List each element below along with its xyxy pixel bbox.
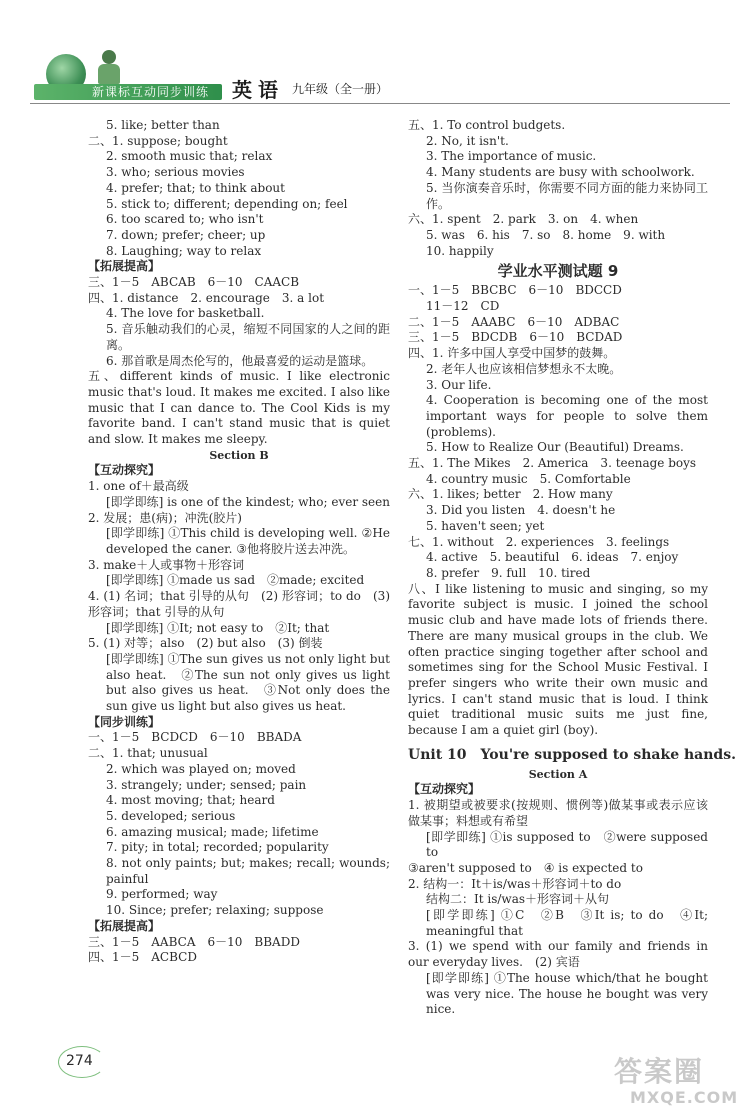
reading-figure-icon (102, 50, 116, 64)
answer-line: 8. Laughing; way to relax (106, 243, 262, 258)
answer-line: 3. Did you listen 4. doesn't he (426, 503, 616, 518)
answer-line: [即学即练] ①This child is developing well. ②He developed the caner. ③他将胶片送去冲洗。 (106, 526, 390, 556)
answer-line: 8. not only paints; but; makes; recall; wounds; painful (106, 856, 390, 886)
answer-line: 6. amazing musical; made; lifetime (106, 824, 319, 839)
answer-line: 【拓展提高】 (88, 259, 161, 274)
answer-line: 5. (1) 对等；also (2) but also (3) 倒装 (88, 636, 323, 651)
answer-line: 八、I like listening to music and singing, so my favorite subject is music. I joined the school music club and have made lots of friends there. There are many musical groups in the club. We often practice singing together after school and sometimes sing for the School Music Festival. I prefer singers who write their own music and lyrics. I can't stand music that is loud. I think quiet traditional music suits me just fine, because I am a quiet girl (boy). (408, 581, 708, 738)
answer-line: 4. The love for basketball. (106, 306, 265, 321)
answer-line: 三、1－5 ABCAB 6－10 CAACB (88, 275, 300, 290)
right-answer-column (408, 118, 736, 1018)
answer-line: 5. like; better than (106, 118, 220, 132)
watermark-logo (600, 1050, 750, 1109)
answer-line: 4. (1) 名词；that 引导的从句 (2) 形容词；to do (3) 形容词；that 引导的从句 (88, 589, 390, 619)
answer-line: 六、1. spent 2. park 3. on 4. when (408, 212, 639, 227)
answer-line: Section B (209, 448, 269, 462)
answer-line: 三、1－5 BDCDB 6－10 BCDAD (408, 330, 623, 345)
answer-line: 五、different kinds of music. I like electronic music that's loud. It makes me excited. I also like music that I can dance to. The Cool Kids is my favorite band. I can't stand music that is quiet and slow. It makes me sleepy. (88, 369, 390, 447)
answer-line: 2. smooth music that; relax (106, 149, 273, 164)
answer-line: 5. was 6. his 7. so 8. home 9. with (426, 227, 666, 242)
watermark-bottom-text: MXQE.COM (630, 1088, 739, 1107)
answer-line: 四、1. distance 2. encourage 3. a lot (88, 290, 325, 305)
answer-line: 2. which was played on; moved (106, 761, 296, 776)
answer-line: 一、1－5 BBCBC 6－10 BDCCD (408, 283, 622, 298)
answer-line: 二、1. that; unusual (88, 746, 208, 761)
answer-line: 七、1. without 2. experiences 3. feelings (408, 534, 670, 549)
answer-line: 六、1. likes; better 2. How many (408, 487, 613, 502)
subject-title: 英语 (232, 78, 284, 102)
answer-line: 5. How to Realize Our (Beautiful) Dreams. (426, 440, 684, 455)
answer-line: 3. make＋人或事物＋形容词 (88, 557, 245, 572)
answer-line: [即学即练] ①The house which/that he bought was very nice. The house he bought was very nice. (426, 970, 708, 1017)
answer-line: [即学即练] ①The sun gives us not only light but also heat. ②The sun not only gives us light but also gives us heat. ③Not only does the sun give us light but also gives us heat. (106, 651, 390, 714)
answer-line: 11－12 CD (426, 299, 500, 314)
answer-line: 一、1－5 BCDCD 6－10 BBADA (88, 730, 302, 745)
answer-line: 5. stick to; different; depending on; feel (106, 196, 348, 211)
answer-line: ③aren't supposed to ④ is expected to (408, 860, 643, 875)
page-header (0, 0, 750, 110)
grade-label: 九年级（全一册） (292, 82, 389, 96)
answer-line: 8. prefer 9. full 10. tired (426, 565, 591, 580)
answer-line: 4. Cooperation is becoming one of the most important ways for people to solve them (problems). (426, 393, 708, 439)
series-name: 新课标互动同步训练 (92, 85, 210, 99)
answer-line: 2. No, it isn't. (426, 133, 509, 148)
answer-line: 4. most moving; that; heard (106, 793, 275, 808)
answer-line: 二、1. suppose; bought (88, 133, 228, 148)
answer-line: 3. who; serious movies (106, 165, 245, 180)
answer-line: 4. active 5. beautiful 6. ideas 7. enjoy (426, 550, 679, 565)
answer-line: 3. Our life. (426, 377, 492, 392)
answer-line: 五、1. The Mikes 2. America 3. teenage boys (408, 456, 697, 471)
answer-line: 7. pity; in total; recorded; popularity (106, 840, 329, 855)
left-answer-column (88, 118, 390, 966)
answer-line: 4. Many students are busy with schoolwork. (426, 165, 695, 180)
answer-line: [即学即练] ①made us sad ②made; excited (106, 573, 365, 588)
answer-line: 10. Since; prefer; relaxing; suppose (106, 903, 324, 918)
answer-line: Section A (528, 767, 588, 781)
answer-line: 5. haven't seen; yet (426, 518, 545, 533)
answer-line: 5. developed; serious (106, 808, 236, 823)
answer-line: 五、1. To control budgets. (408, 118, 566, 132)
answer-line: 三、1－5 AABCA 6－10 BBADD (88, 934, 300, 949)
answer-line: 3. The importance of music. (426, 149, 597, 164)
answer-line: 4. country music 5. Comfortable (426, 471, 631, 486)
answer-line: 【互动探究】 (88, 463, 161, 478)
answer-line: 10. happily (426, 243, 494, 258)
answer-line: 2. 老年人也应该相信梦想永不太晚。 (426, 361, 622, 376)
answer-line: 7. down; prefer; cheer; up (106, 227, 266, 242)
answer-line: 【同步训练】 (88, 714, 161, 729)
answer-line: 5. 音乐触动我们的心灵，缩短不同国家的人之间的距离。 (106, 322, 390, 352)
header-divider (30, 103, 730, 104)
answer-line: 5. 当你演奏音乐时，你需要不同方面的能力来协同工作。 (426, 180, 708, 211)
answer-line: 结构二：It is/was＋形容词＋从句 (426, 892, 610, 907)
answer-line: 3. (1) we spend with our family and friends in our everyday lives. (2) 宾语 (408, 939, 708, 970)
answer-line: [即学即练] is one of the kindest; who; ever seen (106, 494, 390, 509)
answer-line: 6. 那首歌是周杰伦写的，他最喜爱的运动是篮球。 (106, 353, 374, 368)
answer-line: 9. performed; way (106, 887, 218, 902)
answer-line: 四、1－5 ACBCD (88, 950, 197, 965)
answer-line: 1. one of＋最高级 (88, 479, 189, 494)
answer-line: 学业水平测试题 9 (497, 262, 619, 281)
answer-line: 2. 发展；患(病)；冲洗(胶片) (88, 510, 242, 525)
answer-line: [即学即练] ①C ②B ③It is; to do ④It; meaningful that (426, 908, 708, 938)
answer-line: 二、1－5 AAABC 6－10 ADBAC (408, 314, 620, 329)
answer-line: 3. strangely; under; sensed; pain (106, 777, 307, 792)
answer-line: Unit 10 You're supposed to shake hands. (408, 746, 736, 763)
answer-line: [即学即练] ①It; not easy to ②It; that (106, 620, 330, 635)
answer-line: 四、1. 许多中国人享受中国梦的鼓舞。 (408, 346, 616, 361)
answer-line: 【互动探究】 (408, 782, 481, 797)
answer-line: 2. 结构一：It＋is/was＋形容词＋to do (408, 876, 622, 891)
answer-line: 1. 被期望或被要求(按规则、惯例等)做某事或表示应该做某事；料想或有希望 (408, 798, 708, 828)
answer-line: 6. too scared to; who isn't (106, 212, 264, 227)
answer-line: [即学即练] ①is supposed to ②were supposed to (426, 829, 708, 860)
watermark-top-text: 答案圈 (614, 1055, 705, 1088)
answer-line: 【拓展提高】 (88, 918, 161, 933)
answer-line: 4. prefer; that; to think about (106, 180, 285, 195)
page-number: 274 (66, 1053, 93, 1069)
